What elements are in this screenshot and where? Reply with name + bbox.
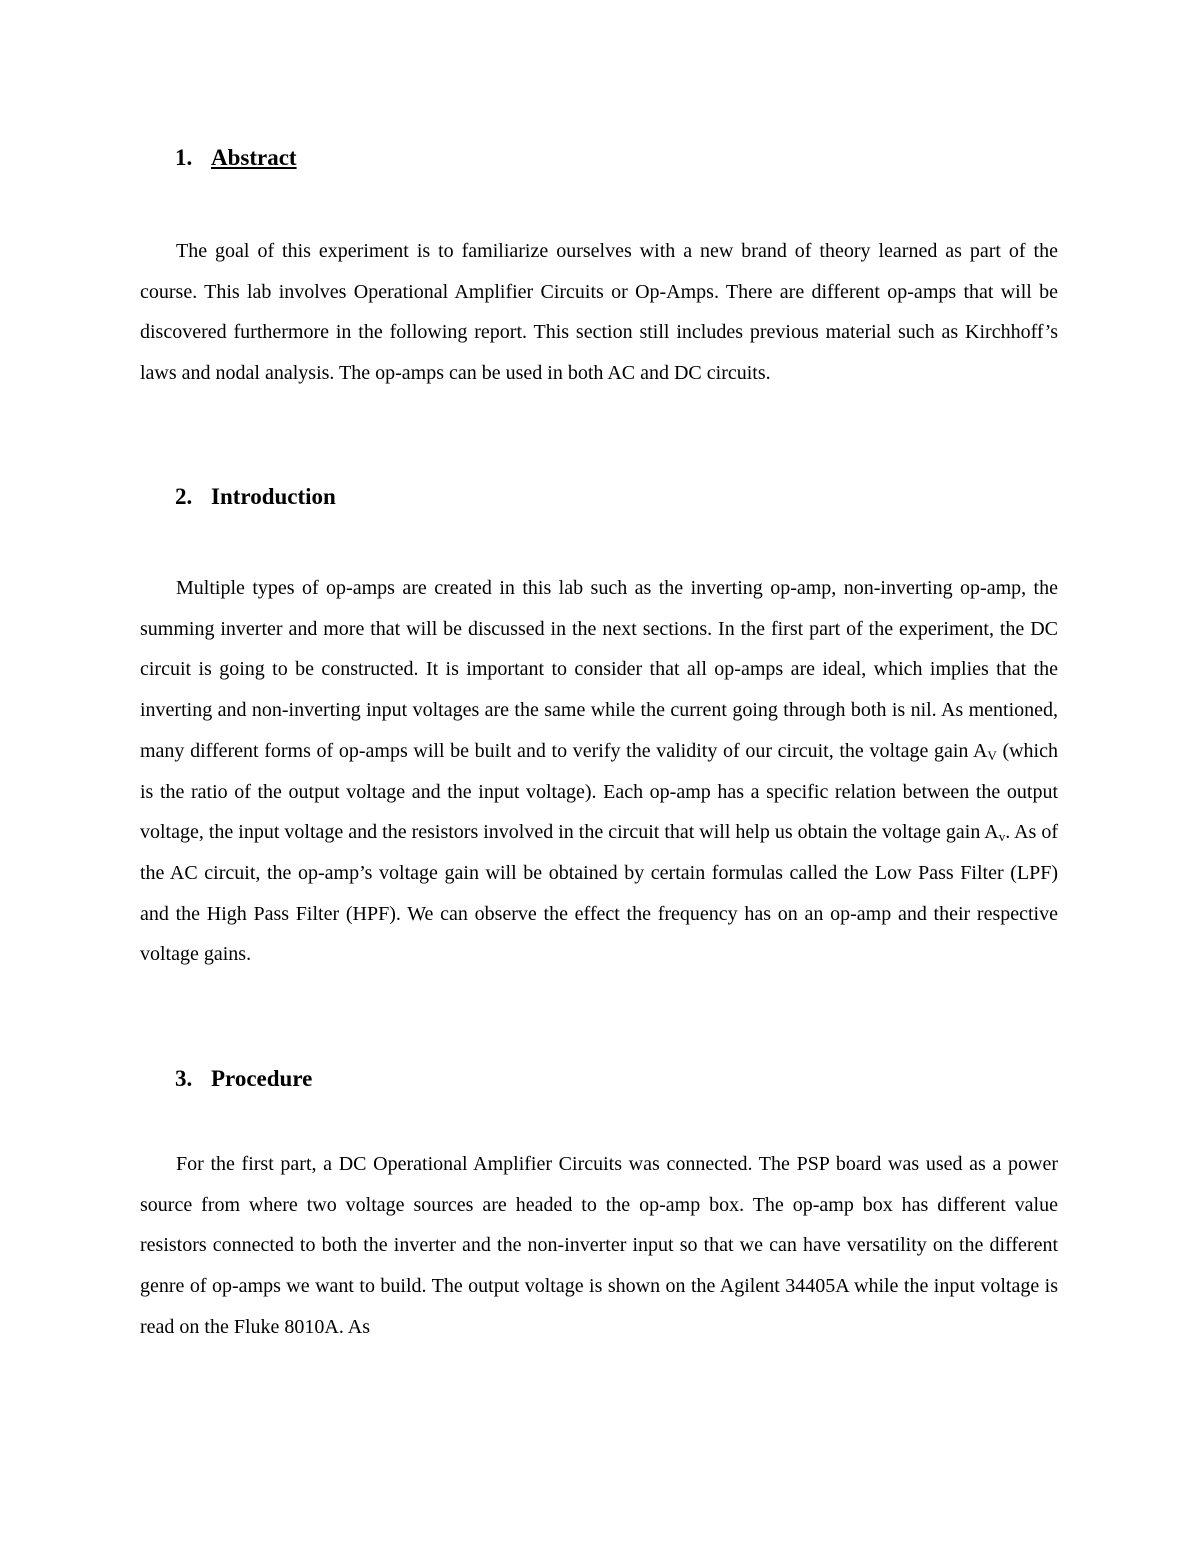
section-title: Procedure — [211, 1066, 313, 1091]
section-number: 3. — [175, 1066, 193, 1091]
section-heading-abstract — [175, 143, 297, 173]
section-heading-introduction — [175, 482, 336, 512]
voltage-gain-subscript: v — [998, 829, 1006, 845]
introduction-text-part2: (which is the ratio of the output voltage and the input voltage). Each op-amp has a specific relation between the output voltage, the input voltage and the resistors involved in the circuit that will help us obtain the voltage gain A — [140, 739, 1058, 844]
section-number: 1. — [175, 145, 193, 170]
section-number: 2. — [175, 484, 193, 509]
procedure-paragraph: For the first part, a DC Operational Amplifier Circuits was connected. The PSP board was used as a power source from where two voltage sources are headed to the op-amp box. The op-amp box has different value resistors connected to both the inverter and the non-inverter input so that we can have versatility on the different genre of op-amps we want to build. The output voltage is shown on the Agilent 34405A while the input voltage is read on the Fluke 8010A. As — [140, 1153, 1058, 1338]
abstract-paragraph: The goal of this experiment is to familiarize ourselves with a new brand of theory learned as part of the course. This lab involves Operational Amplifier Circuits or Op-Amps. There are different op-amps that will be discovered furthermore in the following report. This section still includes previous material such as Kirchhoff’s laws and nodal analysis. The op-amps can be used in both AC and DC circuits. — [140, 240, 1058, 385]
section-title: Introduction — [211, 484, 336, 509]
introduction-text-part1: Multiple types of op-amps are created in this lab such as the inverting op-amp, non-inverting op-amp, the summing inverter and more that will be discussed in the next sections. In the first part of the experiment, the DC circuit is going to be constructed. It is important to consider that all op-amps are ideal, which implies that the inverting and non-inverting input voltages are the same while the current going through both is nil. As mentioned, many different forms of op-amps will be built and to verify the validity of our circuit, the voltage gain A — [140, 577, 1058, 762]
section-title: Abstract — [211, 145, 297, 170]
section-heading-procedure — [175, 1064, 312, 1094]
voltage-gain-subscript: V — [987, 747, 997, 763]
introduction-text-part3: . As of the AC circuit, the op-amp’s voltage gain will be obtained by certain formulas called the Low Pass Filter (LPF) and the High Pass Filter (HPF). We can observe the effect the frequency has on an op-amp and their respective voltage gains. — [140, 821, 1058, 966]
introduction-paragraph — [140, 568, 1058, 975]
